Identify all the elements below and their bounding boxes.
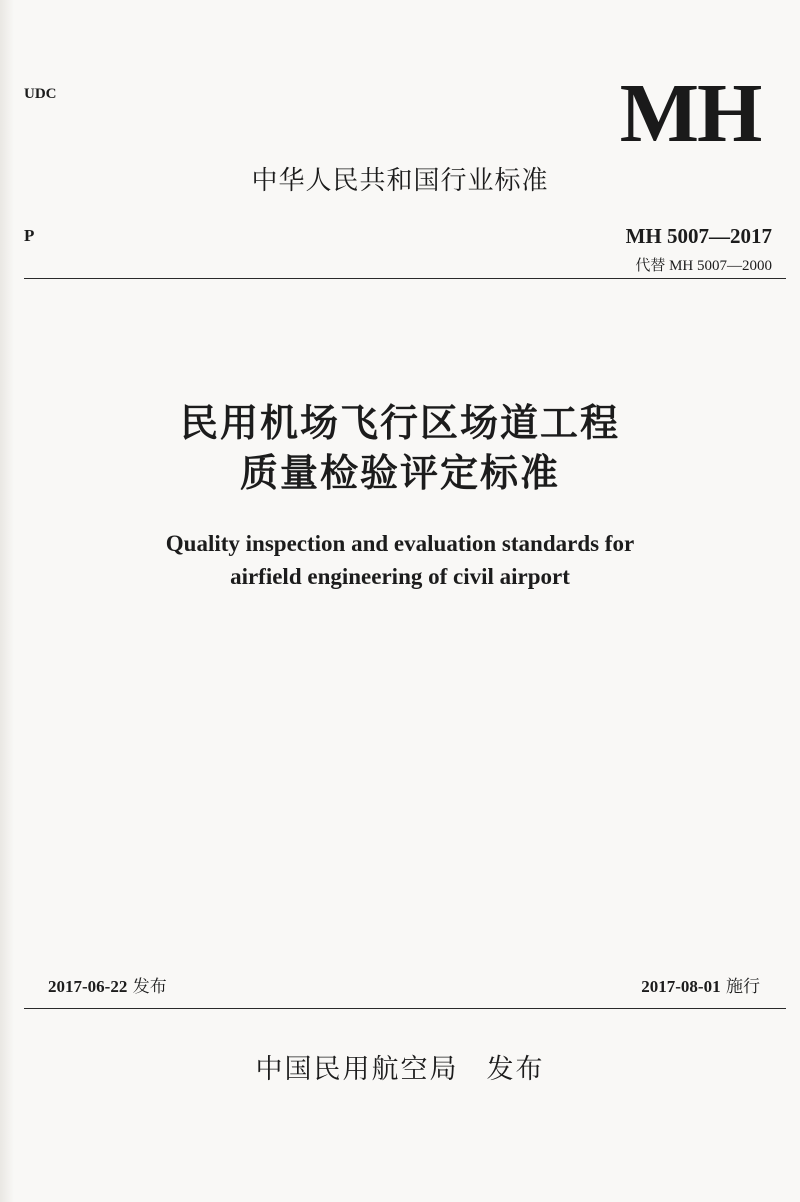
industry-standard-heading: 中华人民共和国行业标准 bbox=[251, 166, 549, 196]
udc-label: UDC bbox=[24, 86, 57, 102]
title-chinese-line2: 质量检验评定标准 bbox=[239, 451, 560, 495]
title-english-line2: airfield engineering of civil airport bbox=[230, 564, 570, 589]
header-divider bbox=[24, 278, 786, 279]
publisher-line bbox=[150, 1052, 650, 1088]
effective-label: 施行 bbox=[726, 977, 760, 997]
category-code: P bbox=[24, 226, 35, 245]
footer-divider bbox=[24, 1008, 786, 1009]
replaces-standard: 代替 MH 5007—2000 bbox=[635, 258, 772, 274]
issue-label: 发布 bbox=[132, 977, 167, 997]
mh-logo: MH bbox=[619, 67, 761, 160]
page-edge-shadow bbox=[0, 0, 14, 1202]
issue-date: 2017-06-22 bbox=[48, 977, 128, 996]
title-english-line1: Quality inspection and evaluation standards for bbox=[165, 531, 635, 556]
effective-date-block bbox=[641, 972, 760, 997]
publish-label: 发布 bbox=[486, 1054, 545, 1085]
effective-date: 2017-08-01 bbox=[641, 977, 721, 996]
title-chinese-line1: 民用机场飞行区场道工程 bbox=[179, 401, 620, 445]
standard-number: MH 5007—2017 bbox=[625, 224, 772, 248]
publisher-name: 中国民用航空局 bbox=[255, 1054, 459, 1085]
issue-date-block bbox=[48, 972, 167, 997]
